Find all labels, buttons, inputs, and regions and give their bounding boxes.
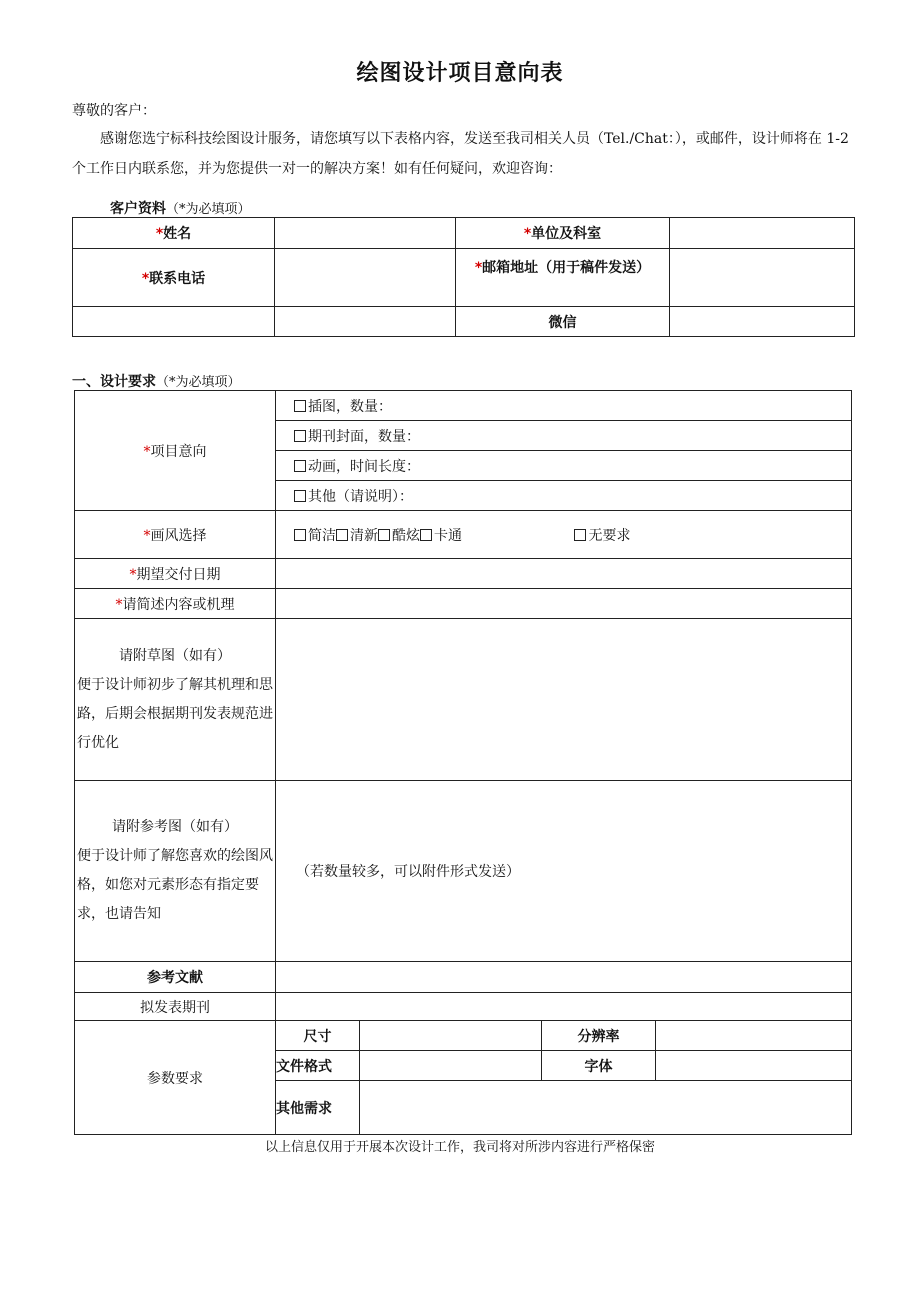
style-option-cool[interactable]: 酷炫 <box>378 528 420 544</box>
style-option-simple[interactable]: 简洁 <box>294 528 336 544</box>
empty-cell <box>275 307 456 337</box>
email-field[interactable] <box>670 249 855 307</box>
customer-section-note: （*为必填项） <box>166 202 251 217</box>
journal-label: 拟发表期刊 <box>75 993 276 1021</box>
name-field[interactable] <box>275 218 456 249</box>
font-field[interactable] <box>656 1051 852 1081</box>
reference-title: 请附参考图（如有） <box>112 819 238 835</box>
design-section-heading <box>72 371 241 391</box>
wechat-field[interactable] <box>670 307 855 337</box>
phone-label: 联系电话 <box>149 270 206 287</box>
project-label: 项目意向 <box>150 443 207 460</box>
checkbox-icon[interactable] <box>294 529 306 541</box>
checkbox-icon[interactable] <box>336 529 348 541</box>
page-title: 绘图设计项目意向表 <box>356 61 564 86</box>
date-label: 期望交付日期 <box>136 566 221 583</box>
required-mark: * <box>474 260 483 276</box>
email-label-cell <box>456 249 670 307</box>
checkbox-icon[interactable] <box>420 529 432 541</box>
format-label: 文件格式 <box>276 1051 360 1081</box>
sketch-title: 请附草图（如有） <box>119 647 231 664</box>
phone-label-cell <box>73 249 275 307</box>
required-mark: * <box>115 596 123 613</box>
params-label: 参数要求 <box>75 1021 276 1135</box>
checkbox-icon[interactable] <box>294 460 306 472</box>
content-field[interactable] <box>276 589 852 619</box>
intro-paragraph: 感谢您选宁标科技绘图设计服务，请您填写以下表格内容，发送至我司相关人员（Tel./Chat：），或邮件，设计师将在 1-2 个工作日内联系您，并为您提供一对一的解决方案！如有任何疑问，欢迎咨询： <box>72 131 849 177</box>
date-label-cell <box>75 559 276 589</box>
unit-field[interactable] <box>670 218 855 249</box>
reference-label-cell <box>75 781 276 962</box>
unit-label-cell <box>456 218 670 249</box>
checkbox-icon[interactable] <box>378 529 390 541</box>
content-label-cell <box>75 589 276 619</box>
date-field[interactable] <box>276 559 852 589</box>
email-label: 邮箱地址（用于稿件发送） <box>482 260 651 276</box>
checkbox-icon[interactable] <box>294 490 306 502</box>
literature-label: 参考文献 <box>75 962 276 993</box>
name-label-cell <box>73 218 275 249</box>
literature-field[interactable] <box>276 962 852 993</box>
greeting: 尊敬的客户： <box>72 103 156 119</box>
project-label-cell <box>75 391 276 511</box>
required-mark: * <box>155 226 164 242</box>
phone-field[interactable] <box>275 249 456 307</box>
unit-label: 单位及科室 <box>531 226 602 242</box>
style-label: 画风选择 <box>150 527 207 544</box>
required-mark: * <box>141 270 150 287</box>
style-option-cartoon[interactable]: 卡通 <box>420 528 462 544</box>
required-mark: * <box>143 443 151 460</box>
resolution-field[interactable] <box>656 1021 852 1051</box>
style-label-cell <box>75 511 276 559</box>
checkbox-icon[interactable] <box>574 529 586 541</box>
sketch-label-cell <box>75 619 276 781</box>
design-section-label: 一、设计要求 <box>72 374 156 390</box>
size-field[interactable] <box>360 1021 542 1051</box>
format-field[interactable] <box>360 1051 542 1081</box>
required-mark: * <box>523 226 532 242</box>
project-option-cover[interactable]: 期刊封面，数量： <box>276 421 852 451</box>
reference-note: （若数量较多，可以附件形式发送） <box>296 864 520 880</box>
privacy-footer: 以上信息仅用于开展本次设计工作，我司将对所涉内容进行严格保密 <box>264 1140 655 1155</box>
other-label: 其他需求 <box>276 1081 360 1135</box>
style-option-none[interactable]: 无要求 <box>574 528 630 544</box>
reference-upload-area[interactable] <box>276 781 852 962</box>
reference-description: 便于设计师了解您喜欢的绘图风格，如您对元素形态有指定要求，也请告知 <box>77 848 273 922</box>
journal-field[interactable] <box>276 993 852 1021</box>
empty-cell <box>73 307 275 337</box>
required-mark: * <box>129 566 137 583</box>
design-table <box>74 390 852 1135</box>
checkbox-icon[interactable] <box>294 400 306 412</box>
name-label: 姓名 <box>163 226 192 242</box>
required-mark: * <box>143 527 151 544</box>
design-section-note: （*为必填项） <box>156 375 241 390</box>
wechat-label: 微信 <box>456 307 670 337</box>
customer-table <box>72 217 855 337</box>
style-option-fresh[interactable]: 清新 <box>336 528 378 544</box>
checkbox-icon[interactable] <box>294 430 306 442</box>
project-option-other[interactable]: 其他（请说明）： <box>276 481 852 511</box>
font-label: 字体 <box>542 1051 656 1081</box>
customer-section-label: 客户资料 <box>110 201 166 217</box>
project-option-animation[interactable]: 动画，时间长度： <box>276 451 852 481</box>
customer-section-heading <box>110 198 251 218</box>
resolution-label: 分辨率 <box>542 1021 656 1051</box>
sketch-description: 便于设计师初步了解其机理和思路，后期会根据期刊发表规范进行优化 <box>77 676 273 751</box>
other-field[interactable] <box>360 1081 852 1135</box>
size-label: 尺寸 <box>276 1021 360 1051</box>
project-option-illustration[interactable]: 插图，数量： <box>276 391 852 421</box>
sketch-upload-area[interactable] <box>276 619 852 781</box>
style-options <box>276 511 852 559</box>
content-label: 请简述内容或机理 <box>122 596 235 613</box>
